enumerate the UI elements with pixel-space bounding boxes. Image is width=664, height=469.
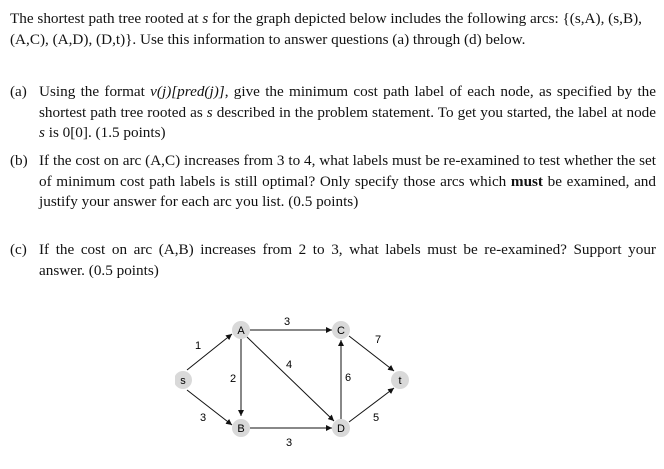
intro-s: s: [202, 10, 209, 27]
problem-statement: [10, 9, 650, 50]
edge-A-D: [247, 337, 334, 421]
node-D: [332, 419, 350, 437]
edge-C-t: [349, 336, 394, 371]
qa-format-pred: [pred(j)]: [171, 83, 225, 100]
node-A: [232, 321, 250, 339]
question-a-label: (a): [10, 83, 27, 100]
question-b-text: [39, 151, 656, 213]
edge-s-A-cost: 1: [194, 340, 202, 352]
network-graph: [175, 308, 425, 466]
node-A-label: A: [237, 325, 245, 337]
edge-D-t-cost: 5: [372, 412, 380, 424]
question-a-text: [39, 82, 656, 144]
qa-text-3: described in the problem statement. To get you started, the label at node: [212, 103, 657, 121]
qb-text-2: be examined, and justify your answer for each arc you list. (0.5 points): [39, 172, 656, 210]
node-B: [232, 419, 250, 437]
node-C-label: C: [337, 325, 345, 337]
node-t: [391, 371, 409, 389]
node-t-label: t: [398, 375, 402, 387]
edge-A-B-cost: 2: [229, 373, 237, 385]
edge-s-B: [187, 390, 232, 425]
edge-B-D-cost: 3: [285, 437, 293, 449]
edge-A-D-cost: 4: [285, 359, 293, 371]
qa-text-4: is 0[0]. (1.5 points): [44, 124, 166, 141]
edge-D-t: [349, 388, 394, 422]
intro-text-1: The shortest path tree rooted at: [10, 10, 203, 27]
question-c-label: (c): [10, 241, 27, 258]
node-s-label: s: [180, 375, 186, 387]
qb-bold-must: must: [510, 172, 543, 190]
qa-format-v: v(j): [150, 83, 172, 100]
edge-C-t-cost: 7: [374, 334, 382, 346]
qa-text-1: Using the format: [39, 83, 151, 100]
question-b-label: (b): [10, 152, 28, 169]
qa-s1: s: [206, 103, 213, 121]
question-c-text: If the cost on arc (A,B) increases from 2 to 3, what labels must be re-examined? Support your answer. (0.5 points): [39, 241, 656, 279]
edge-A-C-cost: 3: [283, 316, 291, 328]
intro-text-2: for the graph depicted below includes the following arcs: {(s,A), (s,B), (A,C), (A,D), (D,t)}. Use this information to answer questions (a) through (d) below.: [10, 10, 642, 48]
qa-text-2: , give the minimum cost path label of each node, as specified by the shortest path tree rooted as: [39, 83, 656, 121]
edge-D-C-cost: 6: [344, 372, 352, 384]
node-s: [175, 371, 192, 389]
node-C: [332, 321, 350, 339]
node-D-label: D: [337, 423, 345, 435]
question-a: [10, 82, 656, 144]
edge-s-B-cost: 3: [199, 412, 207, 424]
edge-s-A: [187, 334, 232, 370]
qa-s2: s: [39, 124, 45, 141]
question-c: [10, 240, 656, 281]
node-B-label: B: [237, 423, 245, 435]
question-b: [10, 151, 656, 213]
qb-text-1: If the cost on arc (A,C) increases from 3 to 4, what labels must be re-examined to test whether the set of minimum cost path labels is still optimal? Only specify those arcs which: [39, 152, 656, 190]
